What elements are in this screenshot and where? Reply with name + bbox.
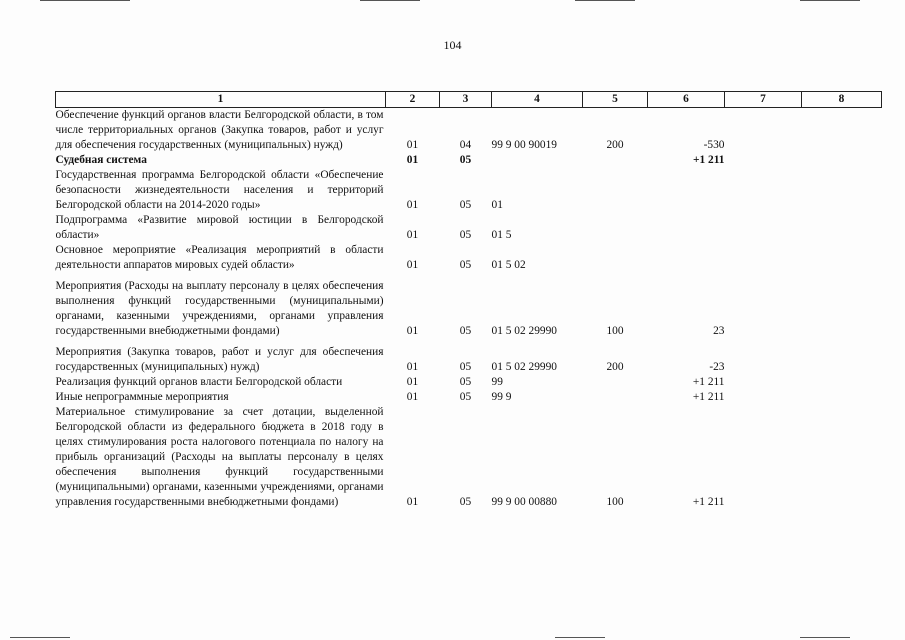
item-name: Государственная программа Белгородской области «Обеспечение безопасности жизнедеятельности населения и территорий Белгородской области на 2014-2020 годы» xyxy=(55,169,384,211)
expense-type-code: 200 xyxy=(606,361,624,373)
section-code: 01 xyxy=(406,391,419,403)
section-code: 01 xyxy=(406,154,419,166)
item-name: Судебная система xyxy=(55,154,147,166)
table-row xyxy=(56,390,882,405)
page-number: 104 xyxy=(443,38,462,52)
scan-edge-mark xyxy=(40,0,130,1)
subsection-code: 05 xyxy=(459,229,472,241)
expense-type-code xyxy=(583,375,648,390)
subsection-code: 04 xyxy=(459,139,472,151)
target-code: 99 9 xyxy=(491,391,512,403)
expense-type-code xyxy=(583,390,648,405)
column-header: 2 xyxy=(386,92,440,108)
column-header: 5 xyxy=(583,92,648,108)
subsection-code: 05 xyxy=(459,361,472,373)
expense-type-code: 100 xyxy=(606,325,624,337)
amount: -23 xyxy=(709,361,725,373)
target-code: 01 5 xyxy=(491,229,512,241)
target-code: 99 9 00 00880 xyxy=(491,496,557,508)
table-row xyxy=(56,273,882,339)
scan-edge-mark xyxy=(800,637,850,638)
target-code: 01 5 02 29990 xyxy=(491,361,557,373)
item-name: Основное мероприятие «Реализация мероприятий в области деятельности аппаратов мировых судей области» xyxy=(55,244,384,271)
scan-edge-mark xyxy=(575,0,635,1)
subsection-code: 05 xyxy=(459,391,472,403)
table-row xyxy=(56,168,882,213)
target-code: 01 5 02 29990 xyxy=(491,325,557,337)
item-name: Подпрограмма «Развитие мировой юстиции в Белгородской области» xyxy=(55,214,384,241)
column-header: 6 xyxy=(648,92,725,108)
item-name: Иные непрограммные мероприятия xyxy=(55,391,229,403)
amount xyxy=(648,168,725,213)
amount: +1 211 xyxy=(692,496,725,508)
section-code: 01 xyxy=(406,229,419,241)
item-name: Мероприятия (Расходы на выплату персоналу в целях обеспечения выполнения функций государственными (муниципальными) органами, казенными учреждениями, органами управления государственными внебюджетными фондами) xyxy=(55,280,384,337)
section-code: 01 xyxy=(406,361,419,373)
section-code: 01 xyxy=(406,376,419,388)
expense-type-code xyxy=(583,213,648,243)
item-name: Материальное стимулирование за счет дотации, выделенной Белгородской области из федерального бюджета в 2018 году в целях стимулирования роста налогового потенциала по налогу на прибыль организаций (Расходы на выплаты персоналу в целях обеспечения выполнения функций государственными (муниципальными) органами, казенными учреждениями, органами управления государственными внебюджетными фондами) xyxy=(55,406,384,508)
section-code: 01 xyxy=(406,325,419,337)
target-code: 01 5 02 xyxy=(491,259,526,271)
table-row xyxy=(56,243,882,273)
item-name: Реализация функций органов власти Белгородской области xyxy=(55,376,343,388)
amount: +1 211 xyxy=(692,376,725,388)
table-row xyxy=(56,405,882,510)
budget-table xyxy=(55,91,882,510)
table-row xyxy=(56,375,882,390)
subsection-code: 05 xyxy=(459,376,472,388)
expense-type-code xyxy=(583,153,648,168)
subsection-code: 05 xyxy=(459,259,472,271)
section-code: 01 xyxy=(406,139,419,151)
subsection-code: 05 xyxy=(459,154,472,166)
table-header-row xyxy=(56,92,882,108)
table-row xyxy=(56,108,882,154)
amount xyxy=(648,243,725,273)
column-header: 7 xyxy=(725,92,802,108)
subsection-code: 05 xyxy=(459,325,472,337)
amount: 23 xyxy=(713,325,725,337)
table-row xyxy=(56,153,882,168)
item-name: Обеспечение функций органов власти Белгородской области, в том числе территориальных органов (Закупка товаров, работ и услуг для обеспечения государственных (муниципальных) нужд) xyxy=(55,109,384,151)
scan-edge-mark xyxy=(555,637,605,638)
column-header: 1 xyxy=(56,92,386,108)
expense-type-code: 100 xyxy=(606,496,624,508)
item-name: Мероприятия (Закупка товаров, работ и услуг для обеспечения государственных (муниципальных) нужд) xyxy=(55,346,384,373)
amount xyxy=(648,213,725,243)
column-header: 8 xyxy=(802,92,882,108)
amount: +1 211 xyxy=(693,154,725,166)
scan-edge-mark xyxy=(360,0,420,1)
expense-type-code: 200 xyxy=(606,139,624,151)
target-code: 99 xyxy=(491,376,503,388)
target-code xyxy=(492,153,583,168)
subsection-code: 05 xyxy=(459,199,472,211)
scan-edge-mark xyxy=(10,637,70,638)
section-code: 01 xyxy=(406,199,419,211)
amount: -530 xyxy=(703,139,725,151)
table-row xyxy=(56,339,882,375)
amount: +1 211 xyxy=(692,391,725,403)
section-code: 01 xyxy=(406,496,419,508)
expense-type-code xyxy=(583,243,648,273)
scan-edge-mark xyxy=(800,0,860,1)
column-header: 3 xyxy=(440,92,492,108)
column-header: 4 xyxy=(492,92,583,108)
expense-type-code xyxy=(583,168,648,213)
table-row xyxy=(56,213,882,243)
subsection-code: 05 xyxy=(459,496,472,508)
target-code: 01 xyxy=(491,199,503,211)
section-code: 01 xyxy=(406,259,419,271)
target-code: 99 9 00 90019 xyxy=(491,139,557,151)
